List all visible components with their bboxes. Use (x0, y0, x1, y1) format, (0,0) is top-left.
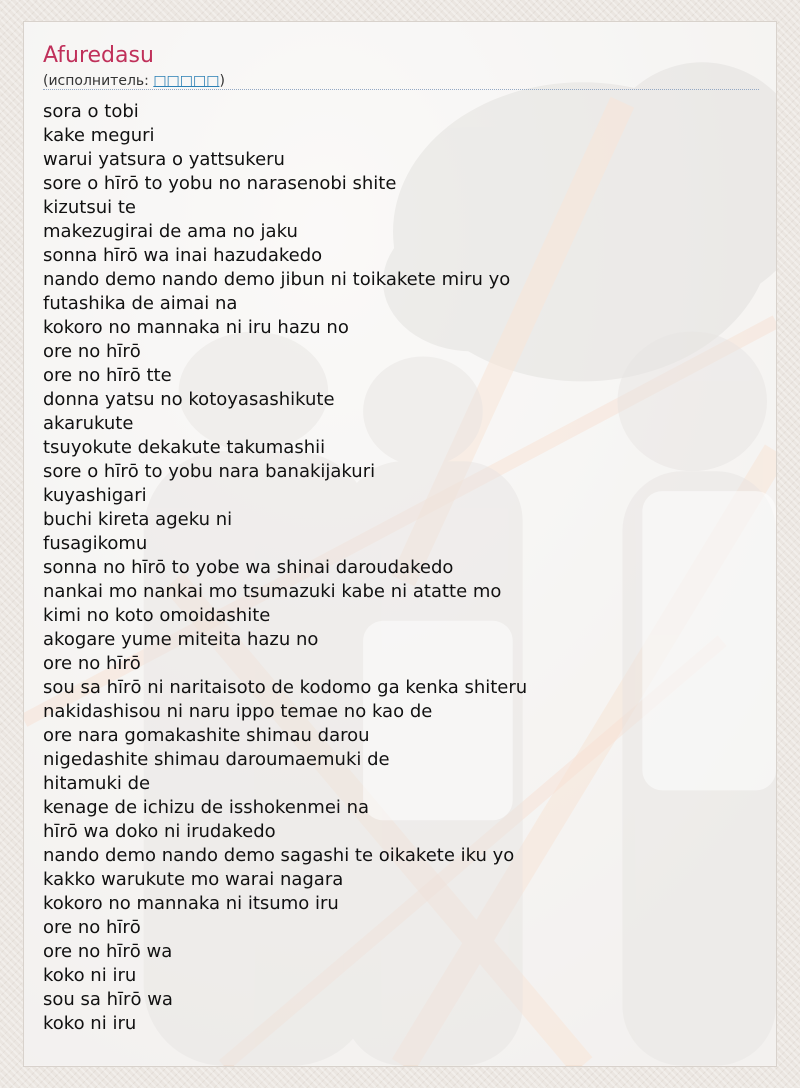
lyric-line: tsuyokute dekakute takumashii (43, 437, 326, 458)
lyric-line: sora o tobi (43, 101, 139, 122)
lyric-line: akarukute (43, 413, 134, 434)
lyric-line: warui yatsura o yattsukeru (43, 149, 285, 170)
lyric-line: koko ni iru (43, 965, 137, 986)
lyric-line: nigedashite shimau daroumaemuki de (43, 749, 390, 770)
lyric-line: sonna hīrō wa inai hazudakedo (43, 245, 323, 266)
lyric-line: kake meguri (43, 125, 155, 146)
lyric-line: koko ni iru (43, 1013, 137, 1034)
lyric-line: kakko warukute mo warai nagara (43, 869, 344, 890)
divider (43, 89, 759, 90)
lyric-line: donna yatsu no kotoyasashikute (43, 389, 335, 410)
lyric-line: buchi kireta ageku ni (43, 509, 233, 530)
lyric-line: ore no hīrō wa (43, 941, 173, 962)
lyric-line: futashika de aimai na (43, 293, 238, 314)
lyric-line: nankai mo nankai mo tsumazuki kabe ni atatte mo (43, 581, 502, 602)
lyric-line: hitamuki de (43, 773, 151, 794)
lyric-line: kenage de ichizu de isshokenmei na (43, 797, 370, 818)
lyric-line: ore no hīrō (43, 341, 141, 362)
lyric-line: kokoro no mannaka ni iru hazu no (43, 317, 349, 338)
artist-prefix: (исполнитель: (43, 73, 154, 89)
lyric-line: kuyashigari (43, 485, 147, 506)
lyric-line: kokoro no mannaka ni itsumo iru (43, 893, 339, 914)
artist-line (43, 71, 225, 91)
lyric-line: ore no hīrō (43, 917, 141, 938)
content (24, 22, 776, 1066)
lyric-line: nando demo nando demo sagashi te oikakete iku yo (43, 845, 515, 866)
lyrics-list (43, 100, 527, 1036)
lyric-line: kimi no koto omoidashite (43, 605, 271, 626)
lyric-line: ore no hīrō tte (43, 365, 172, 386)
lyric-line: sou sa hīrō ni naritaisoto de kodomo ga kenka shiteru (43, 677, 528, 698)
lyric-line: nakidashisou ni naru ippo temae no kao de (43, 701, 433, 722)
lyric-line: ore nara gomakashite shimau darou (43, 725, 370, 746)
song-title: Afuredasu (43, 43, 154, 68)
lyric-line: sou sa hīrō wa (43, 989, 173, 1010)
lyric-line: kizutsui te (43, 197, 136, 218)
lyric-line: sore o hīrō to yobu nara banakijakuri (43, 461, 376, 482)
lyric-line: akogare yume miteita hazu no (43, 629, 319, 650)
lyric-line: sore o hīrō to yobu no narasenobi shite (43, 173, 397, 194)
lyrics-card (23, 21, 777, 1067)
lyric-line: fusagikomu (43, 533, 148, 554)
lyric-line: nando demo nando demo jibun ni toikakete miru yo (43, 269, 511, 290)
lyric-line: ore no hīrō (43, 653, 141, 674)
lyric-line: hīrō wa doko ni irudakedo (43, 821, 276, 842)
artist-suffix: ) (219, 73, 225, 89)
lyric-line: sonna no hīrō to yobe wa shinai daroudakedo (43, 557, 454, 578)
artist-link[interactable]: □□□□□ (153, 73, 220, 89)
lyric-line: makezugirai de ama no jaku (43, 221, 298, 242)
